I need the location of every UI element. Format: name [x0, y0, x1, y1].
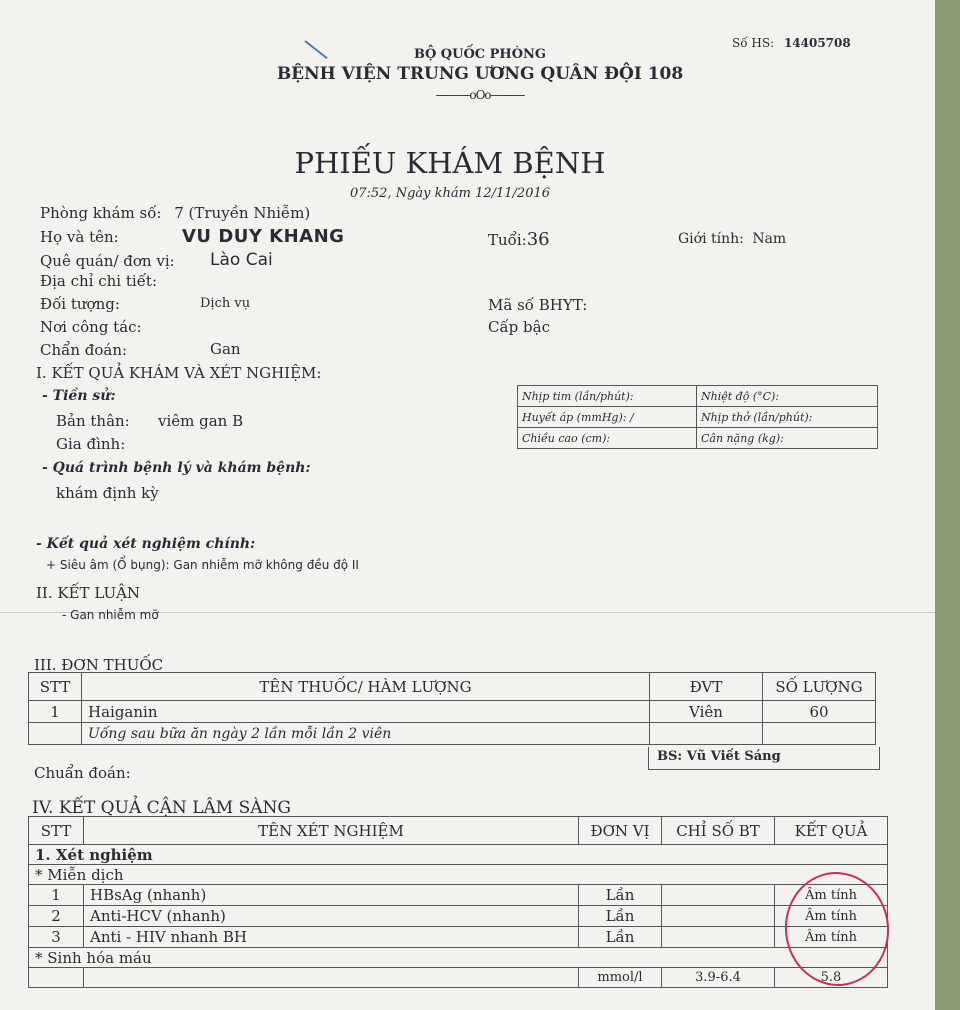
- lab-subgroup-biochemistry: * Sinh hóa máu: [29, 948, 888, 968]
- rx-header-unit: ĐVT: [650, 673, 763, 701]
- room-field: [40, 204, 310, 222]
- diagnosis-label: Chẩn đoán:: [40, 341, 128, 359]
- lab-header-name: TÊN XÉT NGHIỆM: [84, 817, 579, 845]
- temperature-cell: Nhiệt độ (°C):: [697, 386, 878, 407]
- gender-label: Giới tính:: [678, 231, 744, 247]
- lab-row-stt: 1: [29, 885, 84, 906]
- main-results-value: + Siêu âm (Ổ bụng): Gan nhiễm mỡ không đều độ II: [46, 558, 359, 572]
- rank-label: Cấp bậc: [488, 318, 550, 336]
- record-number-label: Số HS:: [732, 36, 775, 50]
- rx-header-name: TÊN THUỐC/ HÀM LƯỢNG: [82, 673, 650, 701]
- room-value: 7 (Truyền Nhiễm): [174, 204, 311, 222]
- gender-value: Nam: [752, 231, 787, 247]
- table-row: [29, 885, 888, 906]
- subject-value: Dịch vụ: [200, 296, 251, 311]
- self-history-value: viêm gan B: [158, 412, 244, 430]
- page-title: PHIẾU KHÁM BỆNH: [294, 146, 606, 180]
- hometown-label: Quê quán/ đơn vị:: [40, 252, 175, 270]
- lab-partial-result: 5.8: [775, 968, 888, 988]
- rx-row-qty: 60: [763, 701, 876, 723]
- lab-group-tests: 1. Xét nghiệm: [29, 845, 888, 865]
- family-history-label: Gia đình:: [56, 435, 126, 453]
- rx-row-stt: 1: [29, 701, 82, 723]
- weight-cell: Cân nặng (kg):: [697, 428, 878, 449]
- lab-row-unit: Lần: [579, 885, 662, 906]
- room-label: Phòng khám số:: [40, 204, 162, 222]
- lab-header-unit: ĐƠN VỊ: [579, 817, 662, 845]
- heart-rate-cell: Nhịp tim (lần/phút):: [518, 386, 697, 407]
- patient-name: VU DUY KHANG: [182, 226, 345, 247]
- rx-row-name: Haiganin: [82, 701, 650, 723]
- blood-pressure-cell: Huyết áp (mmHg): /: [518, 407, 697, 428]
- age-value: 36: [526, 229, 550, 250]
- height-cell: Chiều cao (cm):: [518, 428, 697, 449]
- ministry-name: BỘ QUỐC PHÒNG: [413, 47, 547, 62]
- section2-title: II. KẾT LUẬN: [36, 584, 141, 602]
- process-value: khám định kỳ: [56, 484, 159, 502]
- history-title: - Tiền sử:: [42, 388, 116, 404]
- lab-row-ref: [662, 885, 775, 906]
- subject-label: Đối tượng:: [40, 295, 120, 313]
- prescription-table: [28, 672, 876, 745]
- vitals-table: [517, 385, 878, 449]
- diagnosis-value: Gan: [210, 340, 241, 358]
- age-field: [488, 229, 550, 250]
- lab-row-name: HBsAg (nhanh): [84, 885, 579, 906]
- lab-partial-ref: 3.9-6.4: [662, 968, 775, 988]
- rx-diagnosis-label: Chuẩn đoán:: [34, 764, 131, 782]
- table-row: [29, 927, 888, 948]
- lab-row-result: Âm tính: [775, 927, 888, 948]
- header-ornament: -----------oOo-----------: [435, 88, 525, 102]
- rx-header-qty: SỐ LƯỢNG: [763, 673, 876, 701]
- lab-results-table: [28, 816, 888, 988]
- visit-time: 07:52, Ngày khám 12/11/2016: [349, 186, 551, 201]
- lab-header-result: KẾT QUẢ: [775, 817, 888, 845]
- record-number: [732, 36, 851, 50]
- rx-instruction: Uống sau bữa ăn ngày 2 lần mỗi lần 2 viên: [82, 723, 650, 745]
- lab-partial-unit: mmol/l: [579, 968, 662, 988]
- breathing-cell: Nhịp thở (lần/phút):: [697, 407, 878, 428]
- rx-instruction-spacer-unit: [650, 723, 763, 745]
- record-number-value: 14405708: [783, 36, 851, 50]
- hometown-value: Lào Cai: [210, 250, 273, 270]
- table-row: [29, 906, 888, 927]
- doctor-box: [648, 747, 880, 770]
- section1-title: I. KẾT QUẢ KHÁM VÀ XÉT NGHIỆM:: [36, 364, 322, 382]
- lab-row-ref: [662, 927, 775, 948]
- conclusion-value: - Gan nhiễm mỡ: [62, 608, 159, 622]
- lab-row-ref: [662, 906, 775, 927]
- rx-row-unit: Viên: [650, 701, 763, 723]
- lab-row-result: Âm tính: [775, 906, 888, 927]
- rx-instruction-spacer: [29, 723, 82, 745]
- lab-row-name: Anti - HIV nhanh BH: [84, 927, 579, 948]
- lab-subgroup-immunology: * Miễn dịch: [29, 865, 888, 885]
- rx-header-stt: STT: [29, 673, 82, 701]
- address-label: Địa chỉ chi tiết:: [40, 272, 158, 290]
- lab-row-stt: 3: [29, 927, 84, 948]
- process-title: - Quá trình bệnh lý và khám bệnh:: [42, 460, 311, 476]
- self-history-label: Bản thân:: [56, 412, 130, 430]
- age-label: Tuổi:: [488, 231, 527, 249]
- lab-row-unit: Lần: [579, 906, 662, 927]
- section3-title: III. ĐƠN THUỐC: [34, 656, 164, 674]
- hospital-name: BỆNH VIỆN TRUNG ƯƠNG QUÂN ĐỘI 108: [276, 64, 684, 84]
- lab-row-unit: Lần: [579, 927, 662, 948]
- name-label: Họ và tên:: [40, 228, 119, 246]
- lab-row-name: Anti-HCV (nhanh): [84, 906, 579, 927]
- gender-field: [678, 231, 786, 247]
- lab-partial-name: [84, 968, 579, 988]
- lab-header-stt: STT: [29, 817, 84, 845]
- lab-partial-stt: [29, 968, 84, 988]
- doctor-name: BS: Vũ Viết Sáng: [657, 749, 781, 764]
- lab-header-ref: CHỈ SỐ BT: [662, 817, 775, 845]
- main-results-title: - Kết quả xét nghiệm chính:: [36, 536, 256, 552]
- table-row: [29, 968, 888, 988]
- rx-instruction-spacer-qty: [763, 723, 876, 745]
- section4-title: IV. KẾT QUẢ CẬN LÂM SÀNG: [32, 798, 291, 818]
- workplace-label: Nơi công tác:: [40, 318, 142, 336]
- lab-row-stt: 2: [29, 906, 84, 927]
- insurance-label: Mã số BHYT:: [488, 296, 588, 314]
- lab-row-result: Âm tính: [775, 885, 888, 906]
